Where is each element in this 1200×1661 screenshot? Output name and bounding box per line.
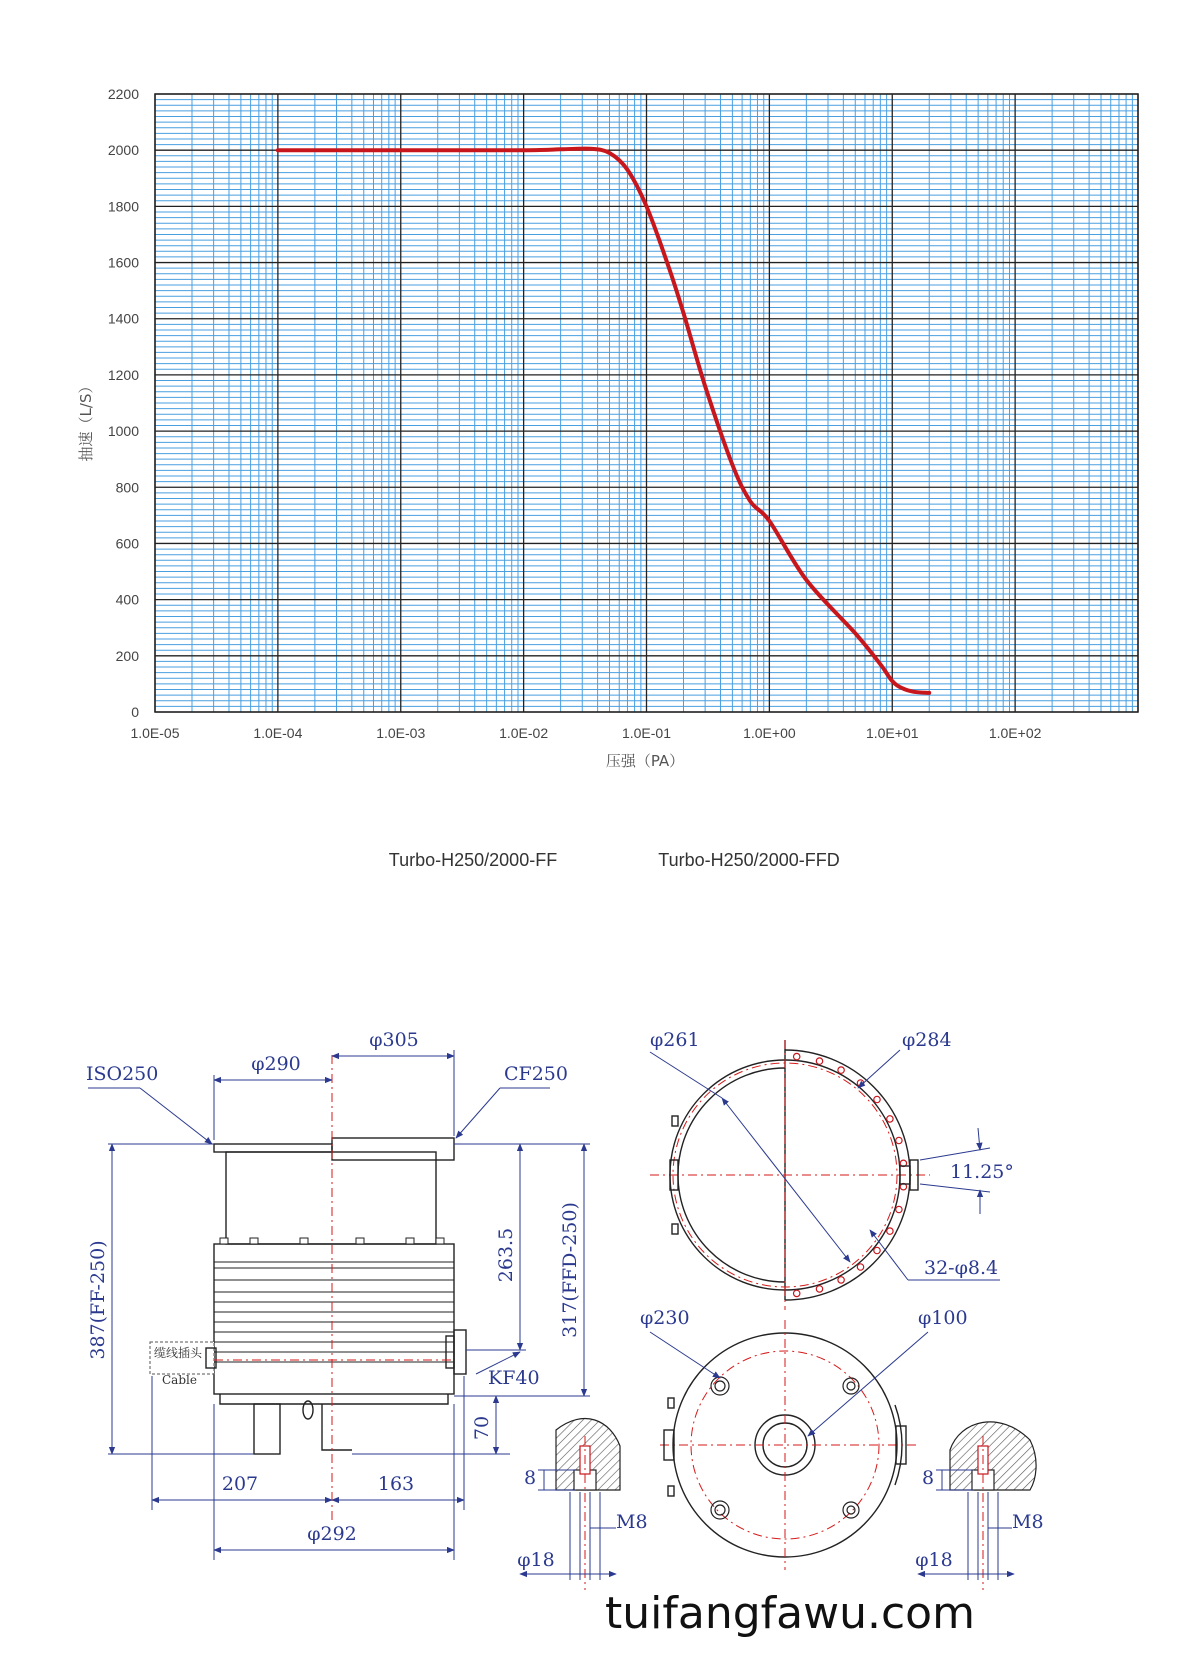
bolt-hole xyxy=(838,1277,844,1283)
pump-body xyxy=(214,1244,454,1394)
bolt-hole xyxy=(896,1137,902,1143)
bolt-hole xyxy=(816,1286,822,1292)
dim-d230: φ230 xyxy=(640,1307,690,1329)
detail-right xyxy=(915,1422,1043,1590)
chart-y-tick-labels xyxy=(108,86,139,720)
watermark-text: tuifangfawu.com xyxy=(605,1588,975,1639)
chart-x-axis-label: 压强（PA） xyxy=(605,752,685,770)
dim-h317: 317(FFD-250) xyxy=(559,1202,581,1338)
model-name-left: Turbo-H250/2000-FF xyxy=(388,850,558,870)
x-tick-label: 1.0E-03 xyxy=(376,725,426,741)
x-tick-label: 1.0E-05 xyxy=(130,725,180,741)
motor-housing xyxy=(254,1404,280,1454)
y-tick-label: 200 xyxy=(115,647,139,664)
iso-flange xyxy=(214,1144,332,1152)
dim-angle: 11.25° xyxy=(950,1161,1014,1183)
bolt-hole xyxy=(794,1290,800,1296)
dim-d305: φ305 xyxy=(369,1029,419,1051)
detail-left-diameter: φ18 xyxy=(517,1549,555,1571)
x-tick-label: 1.0E-04 xyxy=(253,725,303,741)
x-tick-label: 1.0E-02 xyxy=(499,725,549,741)
y-tick-label: 0 xyxy=(131,704,139,720)
detail-left-thread: M8 xyxy=(616,1511,648,1533)
dim-d100: φ100 xyxy=(918,1307,968,1329)
bolt-hole xyxy=(896,1206,902,1212)
dim-h387: 387(FF-250) xyxy=(87,1240,109,1360)
cooling-fins xyxy=(214,1262,454,1362)
label-cf250: CF250 xyxy=(504,1063,568,1085)
label-bolt-holes: 32-φ8.4 xyxy=(924,1257,999,1279)
y-tick-label: 400 xyxy=(115,591,139,608)
dim-d290: φ290 xyxy=(251,1053,301,1075)
y-tick-label: 800 xyxy=(115,479,139,496)
bottom-view-drawing xyxy=(640,1307,968,1570)
upper-housing xyxy=(226,1152,436,1244)
dim-w163: 163 xyxy=(377,1473,415,1495)
dim-w207: 207 xyxy=(221,1473,259,1495)
dim-h70: 70 xyxy=(471,1415,493,1441)
dim-d261: φ261 xyxy=(650,1029,700,1051)
cable-label-en: Cable xyxy=(162,1373,197,1387)
label-kf40: KF40 xyxy=(488,1367,540,1389)
bolt-hole xyxy=(887,1116,893,1122)
x-tick-label: 1.0E+01 xyxy=(865,725,919,741)
bolt-hole xyxy=(887,1228,893,1234)
bolt-hole xyxy=(857,1264,863,1270)
detail-right-thread: M8 xyxy=(1012,1511,1044,1533)
detail-right-depth: 8 xyxy=(921,1467,935,1489)
y-tick-label: 1800 xyxy=(107,198,139,215)
pumping-speed-chart xyxy=(77,86,1138,770)
y-tick-label: 1400 xyxy=(107,310,139,327)
detail-left-depth: 8 xyxy=(523,1467,537,1489)
label-iso250: ISO250 xyxy=(86,1063,159,1085)
bolt-hole xyxy=(874,1096,880,1102)
cable-label-cn: 缆线插头 xyxy=(154,1346,203,1360)
bolt-hole xyxy=(874,1247,880,1253)
y-tick-label: 2200 xyxy=(107,86,139,102)
side-view-drawing xyxy=(86,1029,590,1560)
dim-d284: φ284 xyxy=(902,1029,952,1051)
chart-y-axis-label: 抽速（L/S） xyxy=(77,378,95,462)
y-tick-label: 1000 xyxy=(107,423,139,440)
model-name-right: Turbo-H250/2000-FFD xyxy=(658,850,840,870)
kf40-port xyxy=(454,1330,466,1374)
top-view-drawing xyxy=(650,1029,1014,1310)
y-tick-label: 2000 xyxy=(107,142,139,159)
detail-right-diameter: φ18 xyxy=(915,1549,953,1571)
y-tick-label: 1200 xyxy=(107,366,139,383)
dim-h263: 263.5 xyxy=(495,1227,517,1283)
chart-x-tick-labels xyxy=(130,725,1041,741)
y-tick-label: 600 xyxy=(115,535,139,552)
x-tick-label: 1.0E-01 xyxy=(621,725,672,741)
bolt-hole xyxy=(816,1058,822,1064)
x-tick-label: 1.0E+02 xyxy=(988,725,1042,741)
detail-left xyxy=(517,1419,647,1590)
x-tick-label: 1.0E+00 xyxy=(743,725,796,741)
y-tick-label: 1600 xyxy=(107,254,139,271)
bolt-hole xyxy=(794,1053,800,1059)
dim-d292: φ292 xyxy=(307,1523,357,1545)
bolt-hole xyxy=(838,1067,844,1073)
